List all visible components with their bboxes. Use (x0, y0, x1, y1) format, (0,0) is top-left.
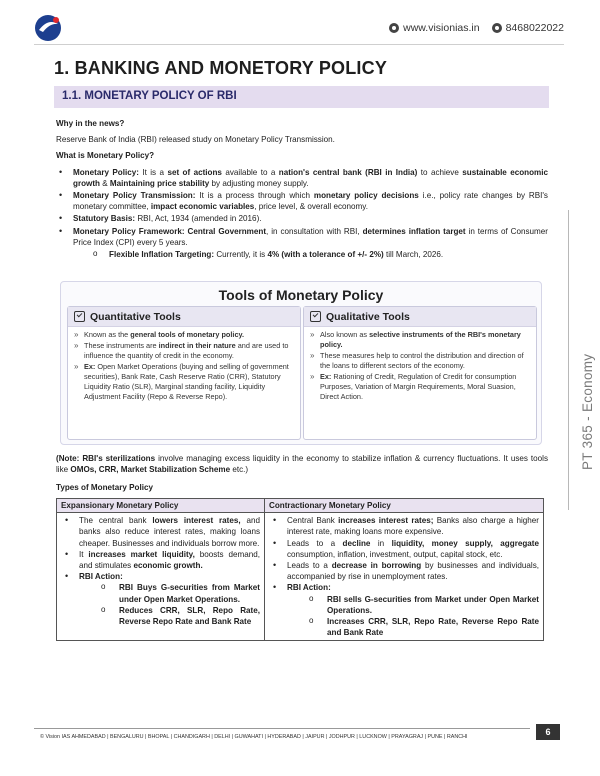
list-item: » Ex: Rationing of Credit, Regulation of Credit for consumption Purposes, Variation of Margin Requirements, Moral Suasion, Direct Action. (310, 372, 530, 402)
column-header-expansionary: Expansionary Monetary Policy (57, 499, 265, 513)
sub-list-item: o Reduces CRR, SLR, Repo Rate, Reverse Repo Rate and Bank Rate (79, 605, 260, 627)
list-item: • It increases market liquidity, boosts demand, and stimulates economic growth. (61, 549, 260, 571)
list-item: • RBI Action: o RBI Buys G-securities from Market under Open Market Operations. o Reduces CRR, SLR, Repo Rate, Reverse Repo Rate and Bank Rate (61, 571, 260, 627)
vision-ias-logo (34, 14, 62, 42)
list-item: • Monetary Policy Transmission: It is a process through which monetary policy decisions i.e., policy rate changes by RBI's monetary committee, impact economic variables, price level, & overall economy. (56, 190, 548, 212)
why-heading: Why in the news? (56, 119, 125, 128)
list-item: » Also known as selective instruments of the RBI's monetary policy. (310, 330, 530, 350)
qualitative-tools-heading: Qualitative Tools (304, 307, 536, 327)
contractionary-cell (265, 513, 544, 641)
page-number: 6 (536, 724, 560, 740)
intro-content (56, 114, 548, 261)
tools-infographic (60, 281, 542, 445)
list-item: • Monetary Policy Framework: Central Government, in consultation with RBI, determines inflation target in terms of Consumer Price Index (CPI) every 5 years. o Flexible Inflation Targeting: Currently, it is 4% (with a tolerance of +/- 2%) till March, 2026. (56, 226, 548, 261)
types-heading: Types of Monetary Policy (56, 483, 153, 492)
contact-info (389, 22, 564, 34)
table-row (57, 513, 544, 641)
phone-link[interactable] (492, 22, 564, 34)
why-text: Reserve Bank of India (RBI) released study on Monetary Policy Transmission. (56, 135, 335, 145)
globe-icon (389, 23, 399, 33)
list-item: » Ex: Open Market Operations (buying and selling of government securities), Bank Rate, Cash Reserve Ratio (CRR), Statutory Liquidity Ratio (SLR), Marginal standing facility, Liquidity Adjustment Facility (Repo & Reverse Repo). (74, 362, 294, 402)
website-link[interactable] (389, 22, 479, 34)
chapter-title: 1. BANKING AND MONETORY POLICY (54, 58, 388, 78)
list-item: • Leads to a decrease in borrowing by businesses and individuals, accompanied by rise in unemployment rates. (269, 560, 539, 582)
phone-icon (492, 23, 502, 33)
expansionary-cell (57, 513, 265, 641)
tools-title: Tools of Monetary Policy (218, 287, 384, 303)
definition-list (56, 167, 548, 261)
list-item: • The central bank lowers interest rates, and banks also reduce interest rates, making loans cheaper. Businesses and individuals borrow more. (61, 515, 260, 549)
sub-list-item: o RBI Buys G-securities from Market under Open Market Operations. (79, 582, 260, 604)
phone-text: 8468022022 (505, 22, 564, 34)
table-header-row (57, 499, 544, 513)
list-item: • Monetary Policy: It is a set of actions available to a nation's central bank (RBI in India) to achieve sustainable economic growth & Maintaining price stability by adjusting money supply. (56, 167, 548, 189)
monetary-policy-types-table (56, 498, 544, 641)
list-item: » These instruments are indirect in their nature and are used to influence the quantity of credit in the economy. (74, 341, 294, 361)
quantitative-tools-panel (67, 306, 301, 440)
sterilization-note: (Note: RBI's sterilizations involve managing excess liquidity in the economy to stabilize inflation & currency fluctuations. It uses tools like OMOs, CRR, Market Stabilization Scheme etc.) (56, 454, 548, 475)
qualitative-tools-panel (303, 306, 537, 440)
list-item: • Leads to a decline in liquidity, money supply, aggregate consumption, inflation, investment, output, capital stock, etc. (269, 538, 539, 560)
list-item: • Central Bank increases interest rates; Banks also charge a higher interest rate, making loans more expensive. (269, 515, 539, 537)
column-header-contractionary: Contractionary Monetary Policy (265, 499, 544, 513)
checkbox-icon (310, 311, 321, 322)
footer-divider (34, 728, 530, 729)
section-title: 1.1. MONETARY POLICY OF RBI (62, 90, 237, 102)
list-item: • Statutory Basis: RBI, Act, 1934 (amended in 2016). (56, 213, 548, 224)
checkbox-icon (74, 311, 85, 322)
side-label: PT 365 - Economy (580, 353, 595, 470)
list-item: » These measures help to control the distribution and direction of the loans to different sectors of the economy. (310, 351, 530, 371)
footer-locations: © Vision IAS AHMEDABAD | BENGALURU | BHOPAL | CHANDIGARH | DELHI | GUWAHATI | HYDERABAD | JAIPUR | JODHPUR | LUCKNOW | PRAYAGRAJ | PUNE | RANCHI (40, 734, 468, 740)
header-divider (34, 44, 564, 45)
what-heading: What is Monetary Policy? (56, 151, 155, 161)
website-text: www.visionias.in (403, 22, 480, 34)
side-divider (568, 210, 569, 510)
sub-list-item: o Increases CRR, SLR, Repo Rate, Reverse Repo Rate and Bank Rate (287, 616, 539, 638)
sub-list-item: o Flexible Inflation Targeting: Currently, it is 4% (with a tolerance of +/- 2%) till March, 2026. (73, 249, 548, 260)
quantitative-tools-heading: Quantitative Tools (68, 307, 300, 327)
list-item: » Known as the general tools of monetary policy. (74, 330, 294, 340)
page-header (0, 0, 600, 46)
sub-list-item: o RBI sells G-securities from Market under Open Market Operations. (287, 594, 539, 616)
list-item: • RBI Action: o RBI sells G-securities from Market under Open Market Operations. o Increases CRR, SLR, Repo Rate, Reverse Repo Rate and Bank Rate (269, 582, 539, 638)
